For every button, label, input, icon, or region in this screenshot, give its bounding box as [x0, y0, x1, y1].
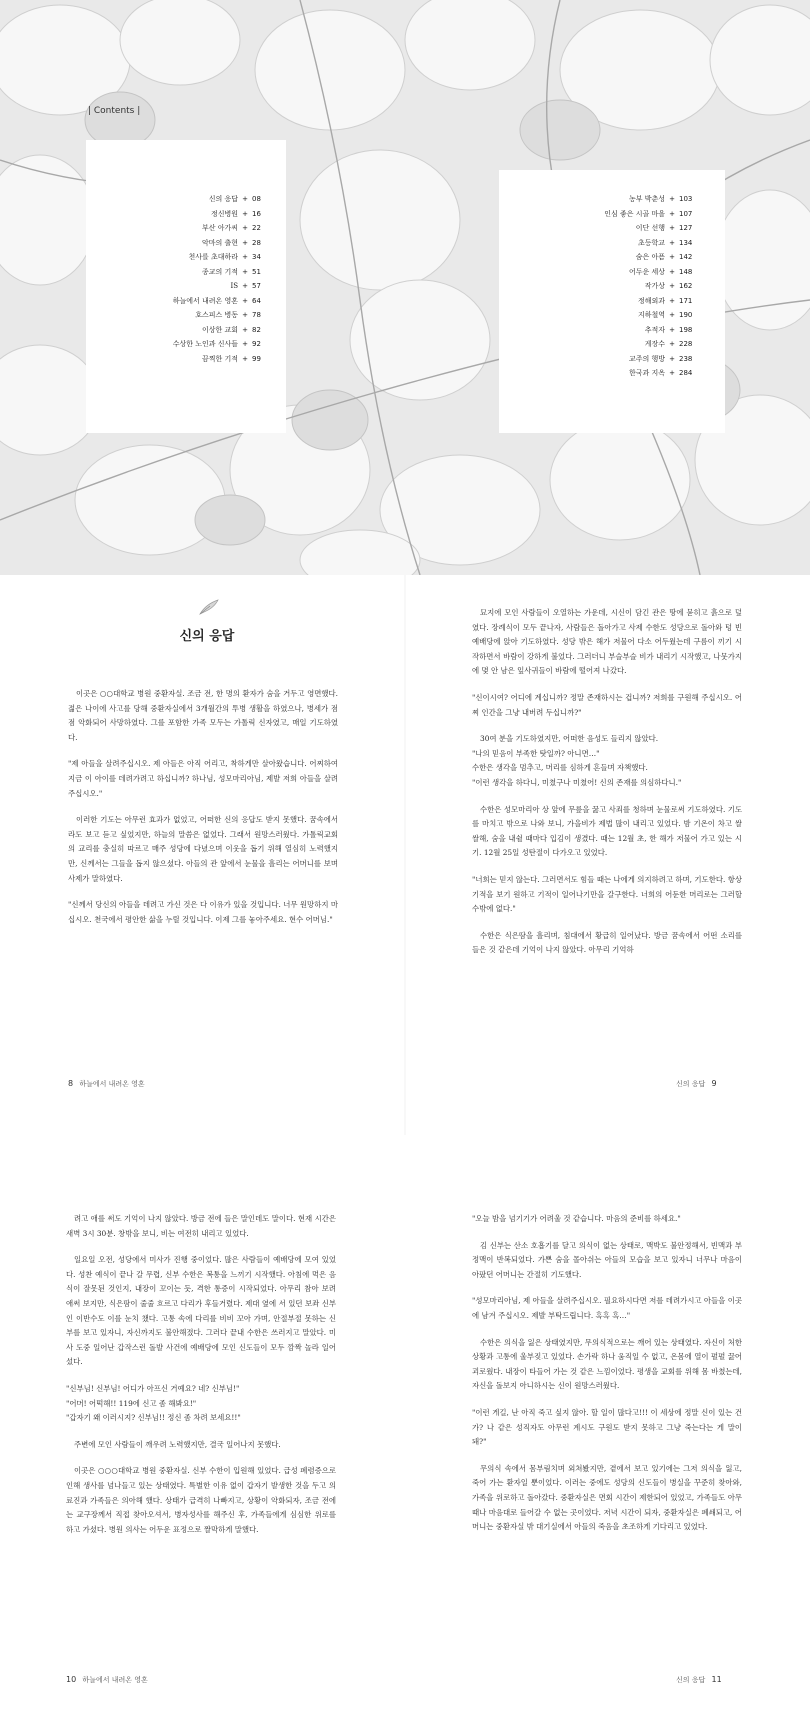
page-8-folio	[64, 1079, 145, 1089]
body-paragraph: "제 아들을 살려주십시오. 제 아들은 아직 어리고, 착하게만 살아왔습니다. 어찌하여 지금 이 아이를 데려가려고 하십니까? 하나님, 성모마리아님, 제발 저희 아들을 살려주십시오."	[68, 759, 338, 798]
contents-entry-title: 어두운 세상	[628, 267, 665, 276]
chapter-running-head: 신의 응답	[676, 1080, 706, 1088]
body-paragraph: 이러한 기도는 아무런 효과가 없었고, 어떠한 신의 응답도 받지 못했다. 꿈속에서라도 보고 듣고 싶었지만, 하늘의 말씀은 없었다. 그래서 원망스러웠다. 가톨릭교회의 교리를 충실히 따르고 매주 성당에 다녔으며 이웃을 돕기 위해 열심히 노력했지만, 신께서는 그들을 돕지 않으셨다. 아들의 관 앞에서 눈물을 흘리는 어머니를 보며 사제가 말하였다.	[68, 815, 338, 883]
contents-separator: +	[242, 238, 248, 247]
contents-entry[interactable]	[604, 221, 699, 236]
contents-entry-page: 51	[252, 267, 261, 276]
contents-entry-title: 초등학교	[637, 238, 665, 247]
contents-entry-page: 284	[679, 369, 693, 378]
contents-heading: | Contents |	[88, 106, 141, 116]
contents-entry-page: 148	[679, 267, 693, 276]
contents-separator: +	[669, 267, 675, 276]
contents-entry-title: 이상한 교회	[201, 325, 238, 334]
contents-separator: +	[669, 311, 675, 320]
contents-entry-title: 끔찍한 기적	[201, 354, 238, 363]
quill-icon	[198, 598, 220, 616]
contents-entry[interactable]	[173, 352, 272, 367]
contents-separator: +	[669, 253, 675, 262]
body-paragraph: 이곳은 ○○대학교 병원 중환자실. 조금 전, 한 명의 환자가 숨을 거두고 영면했다. 젊은 나이에 사고를 당해 중환자실에서 3개월간의 투병 생활을 하였으나, 병세가 점점 악화되어 사망하였다. 그를 포함한 가족 모두는 가톨릭 신자였고, 매일 기도하였다.	[68, 689, 338, 742]
chapter-running-head: 신의 응답	[676, 1676, 706, 1684]
contents-entry-title: 추적자	[644, 325, 665, 334]
contents-entry[interactable]	[604, 207, 699, 222]
body-paragraph: 일요일 오전, 성당에서 미사가 진행 중이었다. 많은 사람들이 예배당에 모여 있었다. 성찬 예식이 끝나 갈 무렵, 신부 수한은 복통을 느끼기 시작했다. 아침에 먹은 음식이 잘못된 것인지, 내장이 꼬이는 듯, 격한 통증이 시작되었다. 아무리 참아 보려 애써 보지만, 식은땀이 줄줄 흐르고 다리가 후들거렸다. 제대 옆에 서 있던 보좌 신부인 이반수도 이를 눈치 챘다. 고통 속에 다리를 비비 꼬아 가며, 안절부절 못하는 신부를 보고 있자니, 자신까지도 불안해졌다. 그러다 끝내 수한은 쓰러지고 말았다. 미사 도중 일어난 갑작스런 돌발 사건에 예배당에 모인 신도들이 모두 깜짝 놀라 일어섰다.	[66, 1255, 336, 1367]
contents-entry[interactable]	[173, 221, 272, 236]
contents-entry-title: 종교의 기적	[201, 267, 238, 276]
contents-entry-title: 이단 선행	[635, 224, 665, 233]
contents-separator: +	[242, 209, 248, 218]
contents-entry-page: 22	[252, 224, 261, 233]
contents-separator: +	[669, 325, 675, 334]
body-paragraph: 주변에 모인 사람들이 깨우려 노력했지만, 결국 일어나지 못했다.	[74, 1439, 281, 1449]
contents-separator: +	[669, 340, 675, 349]
contents-list-left	[173, 192, 272, 366]
body-paragraph: "신께서 당신의 아들을 데려고 가신 것은 다 이유가 있을 것입니다. 너무 원망하지 마십시오. 천국에서 평안한 삶을 누릴 것입니다. 이제 그를 놓아주세요. 현수 어머님."	[68, 900, 338, 924]
spread-pages-10-11	[0, 1135, 810, 1712]
contents-entry-page: 238	[679, 354, 693, 363]
contents-list-right	[604, 192, 699, 381]
contents-separator: +	[669, 224, 675, 233]
contents-separator: +	[242, 354, 248, 363]
contents-box-right	[499, 170, 725, 433]
contents-entry[interactable]	[604, 236, 699, 251]
contents-entry-page: 228	[679, 340, 693, 349]
contents-entry-title: 수상한 노인과 신사들	[172, 340, 238, 349]
body-paragraph: 30여 분을 기도하였지만, 어떠한 음성도 들리지 않았다. "나의 믿음이 부족한 탓일까? 아니면…" 수한은 생각을 멈추고, 머리를 심하게 흔들며 자책했다. "이런 생각을 하다니, 미쳤구나 미쳤어! 신의 존재를 의심하다니."	[472, 734, 682, 787]
body-paragraph: "신부님! 신부님! 어디가 아프신 거예요? 네? 신부님!" "어머! 어떡해!! 119에 신고 좀 해봐요!" "갑자기 왜 이러시지? 신부님!! 정신 좀 차려 보세요!!"	[66, 1383, 241, 1423]
page-number: 11	[711, 1675, 722, 1684]
contents-separator: +	[669, 282, 675, 291]
contents-separator: +	[242, 282, 248, 291]
contents-entry-page: 198	[679, 325, 693, 334]
contents-entry[interactable]	[604, 352, 699, 367]
body-paragraph: 이곳은 ○○○대학교 병원 중환자실. 신부 수한이 입원해 있었다. 급성 폐렴증으로 인해 생사를 넘나들고 있는 상태였다. 특별한 이유 없이 갑자기 발생한 것을 두고 의료진과 가족들은 의아해 했다. 상태가 급격히 나빠지고, 상황이 악화되자, 조금 전에는 교구장께서 직접 찾아오셔서, 병자성사를 해주신 후, 가족들에게 심심한 위로를 하고 가셨다. 병원 의사는 어두운 표정으로 짤막하게 말했다.	[66, 1466, 336, 1534]
contents-entry[interactable]	[173, 308, 272, 323]
contents-separator: +	[242, 224, 248, 233]
contents-entry-title: 악마의 출현	[201, 238, 238, 247]
contents-entry-page: 34	[252, 253, 261, 262]
contents-entry-title: 정신병원	[210, 209, 238, 218]
contents-entry-title: 한국과 지옥	[628, 369, 665, 378]
body-paragraph: 수한은 의식을 잃은 상태였지만, 무의식적으로는 깨어 있는 상태였다. 자신이 처한 상황과 고통에 울부짖고 있었다. 손가락 하나 움직일 수 없고, 온몸에 열이 펄펄 끓어 괴로웠다. 내장이 타들어 가는 것 같은 느낌이었다. 평생을 교회를 위해 몸 바쳤는데, 자신을 돌보지 아니하시는 신이 원망스러웠다.	[472, 1337, 742, 1391]
contents-entry[interactable]	[604, 366, 699, 381]
contents-entry-title: IS	[230, 282, 238, 291]
contents-entry-page: 190	[679, 311, 693, 320]
contents-entry-title: 천사를 초대하라	[188, 253, 238, 262]
contents-entry-page: 28	[252, 238, 261, 247]
contents-entry[interactable]	[173, 323, 272, 338]
contents-entry-page: 08	[252, 195, 261, 204]
body-paragraph: "이런 게길, 난 아직 죽고 싶지 않아. 할 일이 많다고!!! 이 세상에 정말 신이 있는 건가? 나 같은 성직자도 아무런 계시도 구원도 받지 못하고 그냥 죽는다는 게 말이 돼?"	[472, 1407, 742, 1447]
contents-entry-title: 정해외과	[637, 296, 665, 305]
body-paragraph: 려고 애를 써도 기억이 나지 않았다. 방금 전에 들은 말인데도 말이다. 현재 시간은 새벽 3시 30분. 창밖을 보니, 비는 여전히 내리고 있었다.	[66, 1214, 336, 1238]
page-number: 10	[66, 1675, 77, 1684]
contents-entry-page: 99	[252, 354, 261, 363]
contents-entry[interactable]	[173, 337, 272, 352]
contents-entry-page: 103	[679, 195, 693, 204]
body-paragraph: 수한은 성모마리아 상 앞에 무릎을 꿇고 사죄를 청하며 눈물로써 기도하였다. 기도를 마치고 밖으로 나와 보니, 가을비가 제법 많이 내리고 있었다. 밤 기온이 차고 쌀쌀해, 숨을 내쉴 때마다 입김이 생겼다. 때는 12월 초, 한 해가 저물어 가고 있는 시기. 12월 25일 성탄절이 다가오고 있었다.	[472, 804, 742, 858]
contents-entry-title: 작가상	[644, 282, 665, 291]
body-paragraph: 무의식 속에서 몸부림치며 외쳐봤지만, 곁에서 보고 있기에는 그저 의식을 잃고, 죽어 가는 환자일 뿐이었다. 이러는 중에도 성당의 신도들이 병실을 꾸준히 찾아와, 가족을 위로하고 돌아갔다. 중환자실은 면회 시간이 제한되어 있었고, 가족들도 아무 때나 마음대로 들어갈 수 없는 곳이었다. 저녁 시간이 되자, 중환자실은 폐쇄되고, 어머니는 중환자실 밖 대기실에서 아들의 죽음을 초조하게 기다리고 있었다.	[472, 1463, 742, 1532]
contents-separator: +	[242, 296, 248, 305]
contents-entry-page: 127	[679, 224, 693, 233]
contents-entry[interactable]	[604, 265, 699, 280]
contents-entry-page: 162	[679, 282, 693, 291]
contents-separator: +	[669, 209, 675, 218]
contents-separator: +	[669, 238, 675, 247]
chapter-title: 신의 응답	[179, 629, 235, 644]
contents-entry-title: 하늘에서 내려온 영혼	[172, 296, 238, 305]
body-paragraph: 김 신부는 산소 호흡기를 달고 의식이 없는 상태로, 맥박도 불안정해서, 빈맥과 부정맥이 반복되었다. 가쁜 숨을 몰아쉬는 아들의 모습을 보고 있자니 너무나 마음이 아팠던 어머니는 간절히 기도했다.	[472, 1240, 742, 1279]
body-paragraph: "오늘 밤을 넘기기가 어려울 것 같습니다. 마음의 준비를 하세요."	[472, 1214, 681, 1223]
contents-entry-title: 부산 아가씨	[201, 224, 238, 233]
contents-entry-title: 호스피스 병동	[195, 311, 238, 320]
contents-entry[interactable]	[173, 265, 272, 280]
contents-entry[interactable]	[173, 279, 272, 294]
page-11-folio	[676, 1675, 726, 1685]
contents-entry[interactable]	[173, 236, 272, 251]
page-number: 9	[711, 1079, 717, 1088]
body-paragraph: "신이시여? 어디에 계십니까? 정말 존재하시는 겁니까? 저희를 구원해 주십시오. 어찌 인간을 그냥 내버려 두십니까?"	[472, 692, 742, 717]
contents-entry[interactable]	[604, 279, 699, 294]
contents-entry-page: 82	[252, 325, 261, 334]
body-paragraph: "너희는 믿지 않는다. 그러면서도 힘들 때는 나에게 의지하려고 하며, 기도한다. 항상 기적을 보기 원하고 기적이 일어나기만을 갈구한다. 너희의 어둔한 머리로는 그러할 수밖에 없다."	[472, 874, 742, 914]
contents-entry-page: 64	[252, 296, 261, 305]
contents-entry[interactable]	[604, 250, 699, 265]
contents-entry-title: 인심 좋은 시골 마을	[604, 209, 665, 218]
contents-entry-page: 171	[679, 296, 693, 305]
contents-spread	[0, 0, 810, 575]
contents-entry-page: 92	[252, 340, 261, 349]
contents-separator: +	[669, 195, 675, 204]
contents-entry[interactable]	[604, 323, 699, 338]
page-10-body	[66, 1212, 336, 1549]
contents-separator: +	[242, 340, 248, 349]
contents-entry-page: 142	[679, 253, 693, 262]
page-11-body	[472, 1212, 742, 1547]
contents-separator: +	[669, 354, 675, 363]
page-10-folio	[62, 1675, 148, 1685]
contents-entry-title: 지하철역	[637, 311, 665, 320]
contents-entry[interactable]	[173, 294, 272, 309]
contents-entry-page: 57	[252, 282, 261, 291]
contents-separator: +	[242, 325, 248, 334]
contents-separator: +	[669, 296, 675, 305]
contents-entry-page: 16	[252, 209, 261, 218]
contents-entry-page: 134	[679, 238, 693, 247]
contents-separator: +	[242, 267, 248, 276]
page-number: 8	[68, 1079, 74, 1088]
contents-entry[interactable]	[604, 308, 699, 323]
body-paragraph: 묘지에 모인 사람들이 오열하는 가운데, 시신이 담긴 관은 땅에 묻히고 흙으로 덮였다. 장례식이 모두 끝나자, 사람들은 돌아가고 사제 수한도 성당으로 돌아와 텅 빈 예배당에 앉아 기도하였다. 성당 밖은 해가 저물어 다소 어두웠는데 구름이 끼기 시작하면서 바람이 강하게 불었다. 그러더니 부슬부슬 비가 내리기 시작했고, 나뭇가지에 몇 안 남은 잎사귀들이 바람에 떨어져 나갔다.	[472, 608, 742, 676]
page-9-body	[472, 606, 742, 970]
contents-entry-title: 신의 응답	[208, 195, 238, 204]
contents-separator: +	[242, 253, 248, 262]
contents-box-left	[86, 140, 286, 433]
contents-separator: +	[669, 369, 675, 378]
body-paragraph: "성모마리아님, 제 아들을 살려주십시오. 필요하시다면 저를 데려가시고 아들을 이곳에 남겨 주십시오. 제발 부탁드립니다. 흑흑 흑…"	[472, 1296, 742, 1320]
contents-entry[interactable]	[173, 192, 272, 207]
book-title-running-head: 하늘에서 내려온 영혼	[82, 1676, 148, 1684]
contents-entry-title: 교주의 행방	[628, 354, 665, 363]
body-paragraph: 수한은 식은땀을 흘리며, 침대에서 황급히 일어났다. 방금 꿈속에서 어떤 소리를 들은 것 같은데 기억이 나지 않았다. 아무리 기억하	[472, 930, 742, 955]
contents-entry[interactable]	[604, 294, 699, 309]
contents-entry-title: 게장수	[644, 340, 665, 349]
contents-entry[interactable]	[173, 207, 272, 222]
book-title-running-head: 하늘에서 내려온 영혼	[79, 1080, 145, 1088]
contents-entry[interactable]	[604, 337, 699, 352]
page-8-body	[68, 687, 338, 939]
contents-entry[interactable]	[604, 192, 699, 207]
contents-separator: +	[242, 311, 248, 320]
contents-entry-page: 78	[252, 311, 261, 320]
contents-separator: +	[242, 195, 248, 204]
contents-entry-page: 107	[679, 209, 693, 218]
spread-pages-8-9	[0, 575, 810, 1135]
contents-entry[interactable]	[173, 250, 272, 265]
contents-entry-title: 숨은 아픔	[635, 253, 665, 262]
page-9-folio	[676, 1079, 721, 1089]
contents-entry-title: 농부 박춘성	[628, 195, 665, 204]
